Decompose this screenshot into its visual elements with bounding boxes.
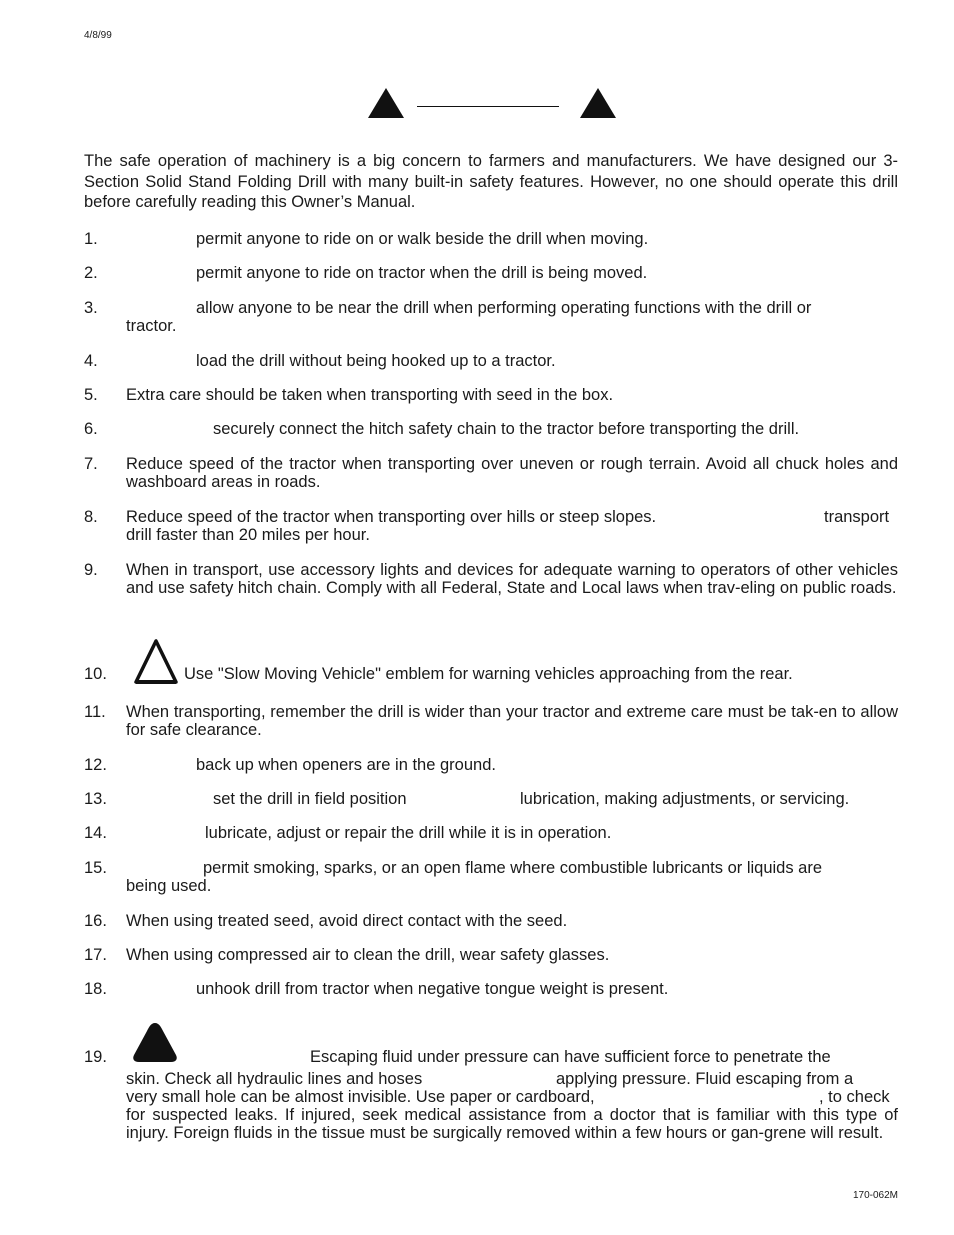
item-text: set the drill in field position: [213, 790, 407, 808]
item-text: lubricate, adjust or repair the drill while it is in operation.: [205, 824, 612, 842]
item-text-b: transport: [824, 508, 890, 526]
item-number: 16.: [84, 912, 107, 930]
item-text: permit anyone to ride on or walk beside the drill when moving.: [196, 230, 649, 248]
item-number: 18.: [84, 980, 107, 998]
item-text: load the drill without being hooked up to a tractor.: [196, 352, 556, 370]
slow-moving-vehicle-icon: [131, 638, 181, 684]
item-number: 3.: [84, 299, 98, 317]
item-number: 17.: [84, 946, 107, 964]
item-text: When transporting, remember the drill is wider than your tractor and extreme care must be tak-en to allow for safe clearance.: [126, 703, 898, 739]
warning-triangle-icon: [131, 1021, 179, 1063]
item-text-cont: being used.: [126, 877, 212, 895]
item-number: 11.: [84, 703, 106, 721]
item-text: Extra care should be taken when transporting with seed in the box.: [126, 386, 614, 404]
item-number: 1.: [84, 230, 98, 248]
title-underline: [417, 106, 559, 107]
item-text: unhook drill from tractor when negative tongue weight is present.: [196, 980, 669, 998]
item-number: 19.: [84, 1048, 107, 1066]
item-text-cont: tractor.: [126, 317, 177, 335]
item-number: 5.: [84, 386, 98, 404]
item-text-cont: for suspected leaks. If injured, seek medical assistance from a doctor that is familiar with this type of injury. Foreign fluids in the tissue must be surgically removed within a few hours or gan-grene will result.: [126, 1106, 898, 1142]
item-text: allow anyone to be near the drill when performing operating functions with the drill or: [196, 299, 812, 317]
item-text-cont: skin. Check all hydraulic lines and hoses: [126, 1070, 423, 1088]
page-date: 4/8/99: [84, 30, 112, 41]
item-text: When using treated seed, avoid direct contact with the seed.: [126, 912, 568, 930]
item-text: back up when openers are in the ground.: [196, 756, 496, 774]
warning-triangle-icon-right: [580, 88, 616, 118]
item-number: 14.: [84, 824, 107, 842]
item-text: permit anyone to ride on tractor when the drill is being moved.: [196, 264, 648, 282]
intro-paragraph: The safe operation of machinery is a big concern to farmers and manufacturers. We have designed our 3-Section Solid Stand Folding Drill with many built-in safety features. However, no one should operate this drill before carefully reading this Owner’s Manual.: [84, 152, 898, 211]
item-text: Reduce speed of the tractor when transporting over uneven or rough terrain. Avoid all chuck holes and washboard areas in roads.: [126, 455, 898, 491]
item-number: 7.: [84, 455, 98, 473]
item-number: 2.: [84, 264, 98, 282]
item-number: 15.: [84, 859, 107, 877]
item-text: When using compressed air to clean the drill, wear safety glasses.: [126, 946, 610, 964]
item-number: 8.: [84, 508, 98, 526]
item-number: 12.: [84, 756, 107, 774]
item-text-cont: applying pressure. Fluid escaping from a: [556, 1070, 854, 1088]
item-text-cont: very small hole can be almost invisible. Use paper or cardboard,: [126, 1088, 595, 1106]
item-text-cont: drill faster than 20 miles per hour.: [126, 526, 370, 544]
item-number: 4.: [84, 352, 98, 370]
warning-triangle-icon-left: [368, 88, 404, 118]
item-number: 6.: [84, 420, 98, 438]
item-text: securely connect the hitch safety chain to the tractor before transporting the drill.: [213, 420, 800, 438]
item-text: Use "Slow Moving Vehicle" emblem for warning vehicles approaching from the rear.: [184, 665, 793, 683]
item-text: Escaping fluid under pressure can have sufficient force to penetrate the: [310, 1048, 831, 1066]
item-number: 10.: [84, 665, 107, 683]
item-text: When in transport, use accessory lights and devices for adequate warning to operators of other vehicles and use safety hitch chain. Comply with all Federal, State and Local laws when trav-eling on public roads.: [126, 561, 898, 597]
item-text-cont: , to check: [819, 1088, 890, 1106]
item-text-b: lubrication, making adjustments, or servicing.: [520, 790, 850, 808]
item-text: permit smoking, sparks, or an open flame where combustible lubricants or liquids are: [203, 859, 823, 877]
item-number: 13.: [84, 790, 107, 808]
item-text: Reduce speed of the tractor when transporting over hills or steep slopes.: [126, 508, 657, 526]
item-number: 9.: [84, 561, 98, 579]
document-code: 170-062M: [852, 1190, 898, 1201]
